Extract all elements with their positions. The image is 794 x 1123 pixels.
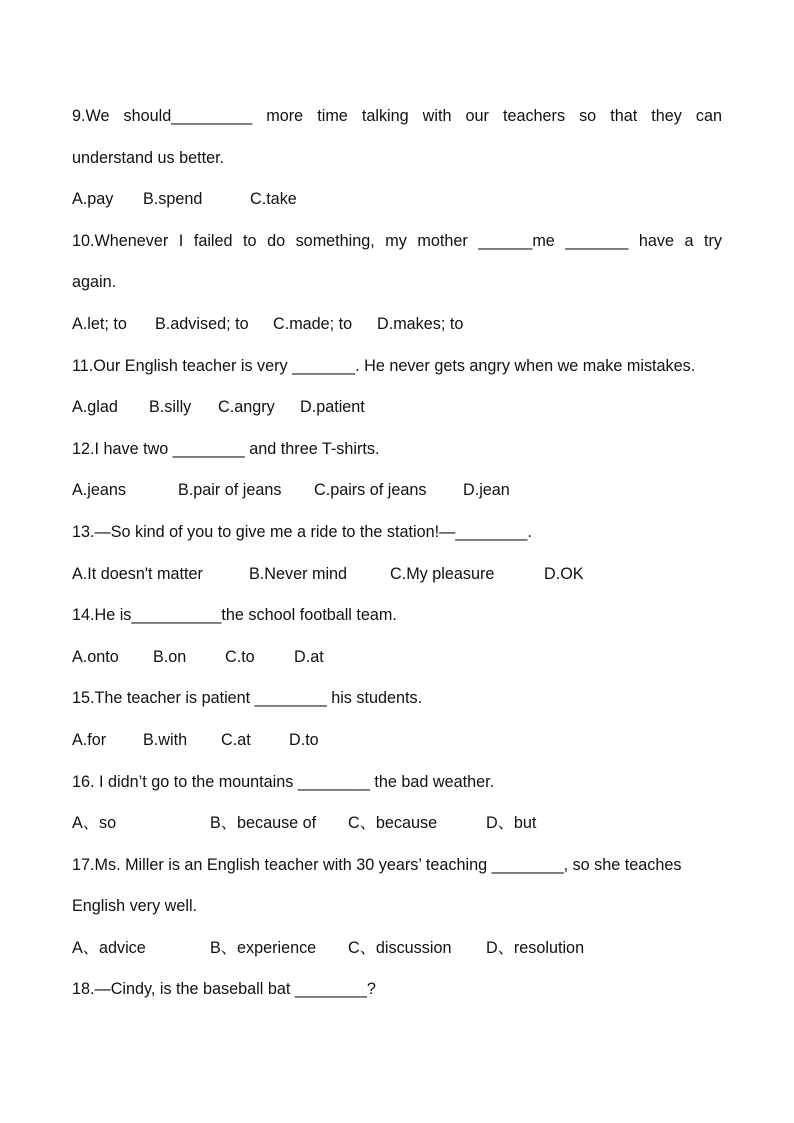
option-a[interactable]: A.jeans bbox=[72, 481, 126, 500]
option-d[interactable]: D.jean bbox=[463, 481, 510, 500]
option-b[interactable]: B.silly bbox=[149, 398, 192, 417]
question-16 bbox=[72, 762, 722, 845]
options-row bbox=[72, 637, 722, 679]
options-row bbox=[72, 387, 722, 429]
option-a[interactable]: A.It doesn't matter bbox=[72, 564, 203, 583]
options-row bbox=[72, 803, 722, 845]
option-c[interactable]: C、because bbox=[348, 814, 438, 833]
option-b[interactable]: B.spend bbox=[143, 190, 203, 209]
option-c[interactable]: C.angry bbox=[218, 398, 275, 417]
question-text-line: 11.Our English teacher is very _______. He never gets angry when we make mistakes. bbox=[72, 356, 696, 375]
option-c[interactable]: C.to bbox=[225, 647, 255, 666]
worksheet-page bbox=[72, 96, 722, 1011]
option-a[interactable]: A、so bbox=[72, 814, 117, 833]
option-d[interactable]: D.patient bbox=[300, 398, 365, 417]
question-text-line: 17.Ms. Miller is an English teacher with 30 years’ teaching ________, so she teaches bbox=[72, 855, 682, 874]
option-b[interactable]: B、experience bbox=[210, 938, 317, 957]
question-13 bbox=[72, 512, 722, 595]
option-b[interactable]: B.advised; to bbox=[155, 314, 249, 333]
options-row bbox=[72, 554, 722, 596]
options-row bbox=[72, 928, 722, 970]
question-18 bbox=[72, 969, 722, 1011]
question-text-line: understand us better. bbox=[72, 148, 225, 167]
options-row bbox=[72, 179, 722, 221]
option-b[interactable]: B.with bbox=[143, 730, 188, 749]
question-text-line: English very well. bbox=[72, 897, 198, 916]
option-a[interactable]: A.let; to bbox=[72, 314, 127, 333]
option-d[interactable]: D.at bbox=[294, 647, 324, 666]
option-a[interactable]: A.onto bbox=[72, 647, 119, 666]
options-row bbox=[72, 304, 722, 346]
option-d[interactable]: D.OK bbox=[544, 564, 584, 583]
question-11 bbox=[72, 346, 722, 429]
question-9 bbox=[72, 96, 722, 221]
option-c[interactable]: C.at bbox=[221, 730, 251, 749]
options-row bbox=[72, 720, 722, 762]
option-d[interactable]: D、but bbox=[486, 814, 537, 833]
options-row bbox=[72, 470, 722, 512]
question-text-line: 16. I didn’t go to the mountains ________ the bad weather. bbox=[72, 772, 495, 791]
question-14 bbox=[72, 595, 722, 678]
option-b[interactable]: B.Never mind bbox=[249, 564, 348, 583]
question-text-line: again. bbox=[72, 273, 117, 292]
option-b[interactable]: B.pair of jeans bbox=[178, 481, 282, 500]
question-text-line: 9.We should_________ more time talking with our teachers so that they can bbox=[72, 107, 722, 125]
question-text-line: 13.—So kind of you to give me a ride to the station!—________. bbox=[72, 522, 532, 541]
option-c[interactable]: C.take bbox=[250, 190, 297, 209]
option-c[interactable]: C.pairs of jeans bbox=[314, 481, 427, 500]
option-c[interactable]: C.My pleasure bbox=[390, 564, 495, 583]
question-10 bbox=[72, 221, 722, 346]
option-c[interactable]: C.made; to bbox=[273, 314, 353, 333]
question-17 bbox=[72, 845, 722, 970]
option-a[interactable]: A.glad bbox=[72, 398, 118, 417]
option-a[interactable]: A、advice bbox=[72, 938, 146, 957]
option-b[interactable]: B、because of bbox=[210, 814, 317, 833]
option-a[interactable]: A.pay bbox=[72, 190, 114, 209]
question-12 bbox=[72, 429, 722, 512]
question-text-line: 10.Whenever I failed to do something, my mother ______me _______ have a try bbox=[72, 231, 722, 250]
option-b[interactable]: B.on bbox=[153, 647, 187, 666]
option-a[interactable]: A.for bbox=[72, 730, 107, 749]
option-d[interactable]: D、resolution bbox=[486, 938, 585, 957]
question-15 bbox=[72, 678, 722, 761]
option-d[interactable]: D.makes; to bbox=[377, 314, 464, 333]
question-text-line: 15.The teacher is patient ________ his students. bbox=[72, 689, 423, 708]
option-d[interactable]: D.to bbox=[289, 730, 319, 749]
question-text-line: 12.I have two ________ and three T-shirts. bbox=[72, 439, 380, 458]
question-text-line: 14.He is__________the school football team. bbox=[72, 606, 397, 625]
option-c[interactable]: C、discussion bbox=[348, 938, 452, 957]
question-text-line: 18.—Cindy, is the baseball bat ________? bbox=[72, 980, 376, 999]
